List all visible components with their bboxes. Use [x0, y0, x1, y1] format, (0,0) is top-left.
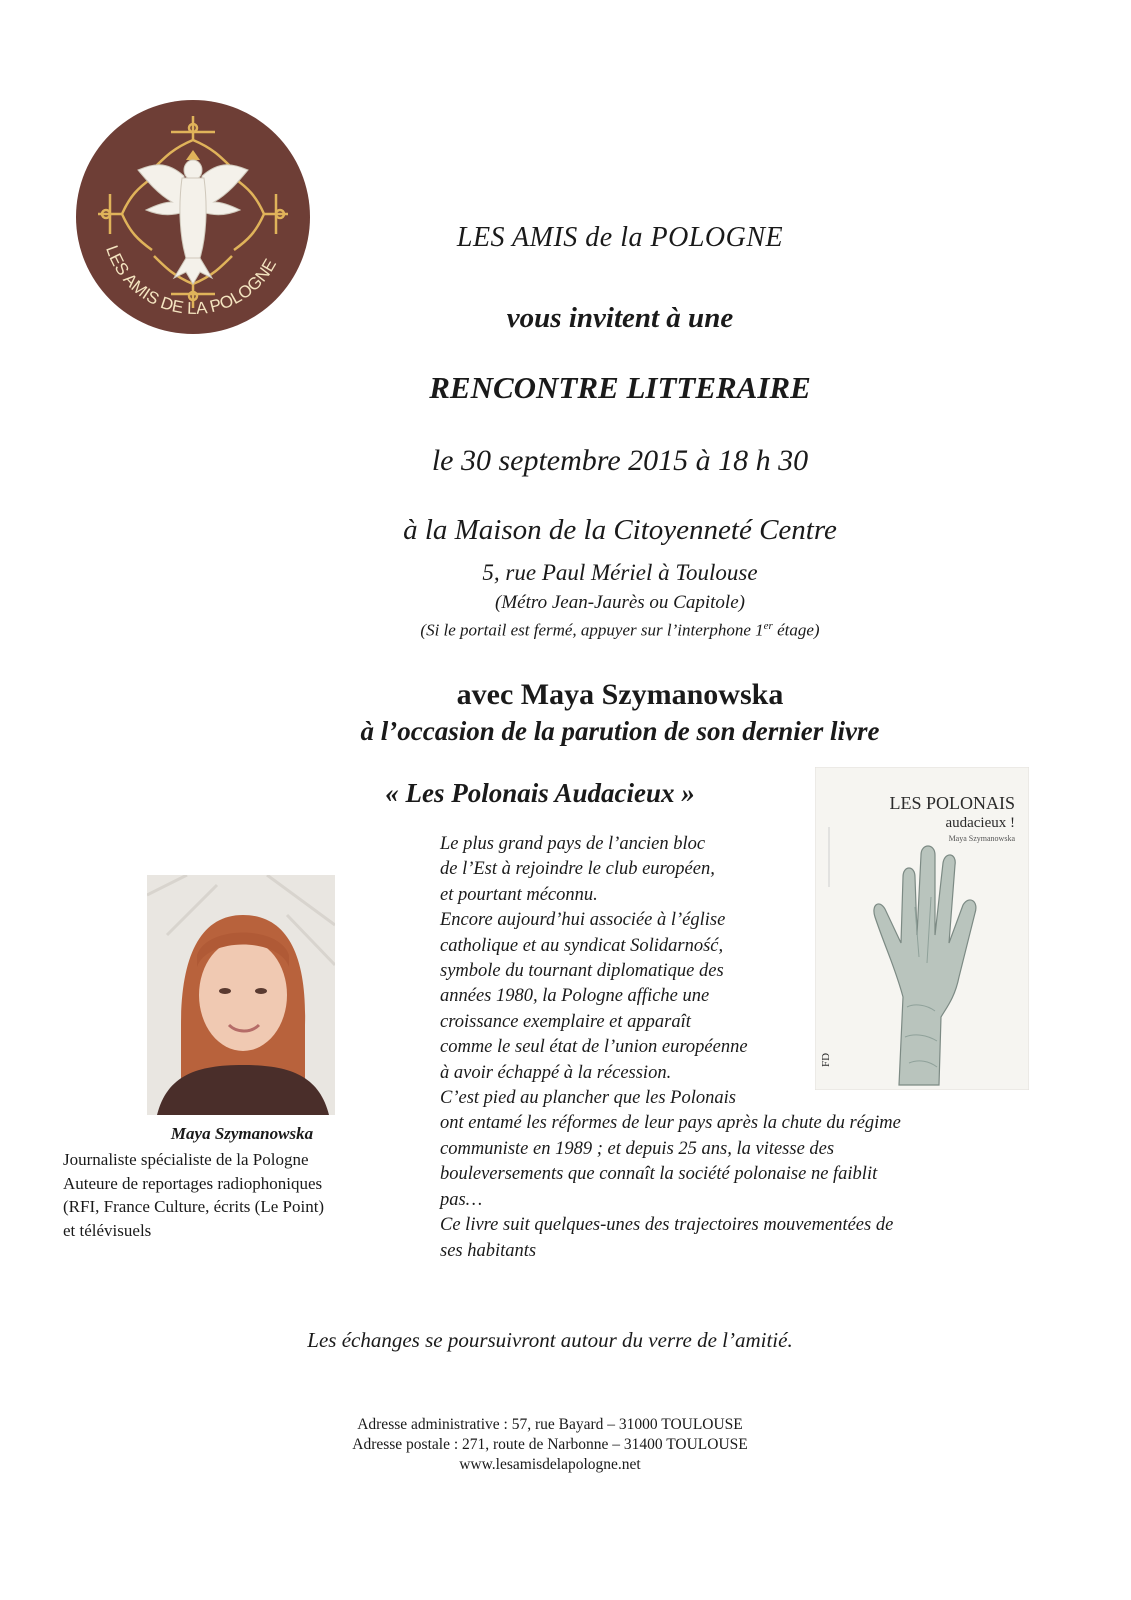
occasion-line: à l’occasion de la parution de son dernier livre [360, 716, 880, 746]
cover-title: LES POLONAIS [889, 793, 1015, 813]
logo-ring-text: LES AMIS DE LA POLOGNE [102, 242, 281, 318]
bio-line: Journaliste spécialiste de la Pologne [63, 1150, 309, 1169]
author-photo [147, 875, 335, 1115]
postal-address: Adresse postale : 271, route de Narbonne – 31400 TOULOUSE [352, 1436, 748, 1453]
access-note-text: (Si le portail est fermé, appuyer sur l’interphone 1 [420, 620, 764, 640]
description-line: ses habitants [440, 1240, 537, 1261]
event-date: le 30 septembre 2015 à 18 h 30 [431, 444, 809, 477]
description-line: pas… [440, 1189, 483, 1210]
bio-line: Auteure de reportages radiophoniques [63, 1173, 323, 1193]
description-line: et pourtant méconnu. [440, 884, 598, 905]
venue-address: 5, rue Paul Mériel à Toulouse [482, 560, 758, 585]
author-bio [63, 1148, 423, 1242]
access-note [260, 620, 980, 641]
access-note-sup: er [763, 620, 773, 632]
description-line: de l’Est à rejoindre le club européen, [440, 859, 715, 880]
description-line: ont entamé les réformes de leur pays après la chute du régime [440, 1113, 901, 1134]
author-portrait [147, 875, 335, 1115]
description-line: communiste en 1989 ; et depuis 25 ans, la vitesse des [440, 1138, 835, 1159]
event-title: RENCONTRE LITTERAIRE [429, 370, 811, 405]
bio-line: et télévisuels [63, 1220, 152, 1240]
venue-name: à la Maison de la Citoyenneté Centre [403, 514, 837, 546]
description-line: symbole du tournant diplomatique des [440, 961, 724, 982]
closing-line: Les échanges se poursuivront autour du verre de l’amitié. [307, 1328, 793, 1352]
footer [250, 1415, 850, 1475]
author-name: Maya Szymanowska [170, 1124, 314, 1143]
description-line: bouleversements que connaît la société polonaise ne faiblit [440, 1164, 878, 1185]
guest-line: avec Maya Szymanowska [456, 678, 784, 711]
access-note-end: étage) [772, 620, 820, 640]
organisation-name: LES AMIS de la POLOGNE [456, 222, 784, 253]
description-line: Le plus grand pays de l’ancien bloc [440, 834, 706, 854]
association-logo [74, 98, 312, 336]
bio-line: (RFI, France Culture, écrits (Le Point) [63, 1197, 325, 1216]
description-line: comme le seul état de l’union européenne [440, 1037, 748, 1058]
book-title: « Les Polonais Audacieux » [385, 778, 695, 808]
description-line: croissance exemplaire et apparaît [440, 1011, 691, 1032]
description-line: C’est pied au plancher que les Polonais [440, 1088, 736, 1109]
cover-subtitle: audacieux ! [945, 815, 1015, 831]
metro-info: (Métro Jean-Jaurès ou Capitole) [495, 592, 745, 613]
face-shape [199, 939, 287, 1051]
website-link[interactable]: www.lesamisdelapologne.net [459, 1456, 641, 1473]
logo-emblem [74, 98, 312, 336]
description-line: catholique et au syndicat Solidarność, [440, 935, 724, 956]
description-line: Ce livre suit quelques-unes des trajectoires mouvementées de [440, 1215, 894, 1236]
admin-address: Adresse administrative : 57, rue Bayard – 31000 TOULOUSE [357, 1416, 743, 1433]
description-line: années 1980, la Pologne affiche une [440, 986, 710, 1007]
invitation-line: vous invitent à une [506, 302, 734, 334]
cover-author: Maya Szymanowska [948, 834, 1015, 843]
description-line: à avoir échappé à la récession. [440, 1062, 672, 1083]
description-line: Encore aujourd’hui associée à l’église [440, 910, 726, 931]
cover-publisher: FD [820, 1052, 832, 1067]
book-description [440, 832, 1000, 1264]
